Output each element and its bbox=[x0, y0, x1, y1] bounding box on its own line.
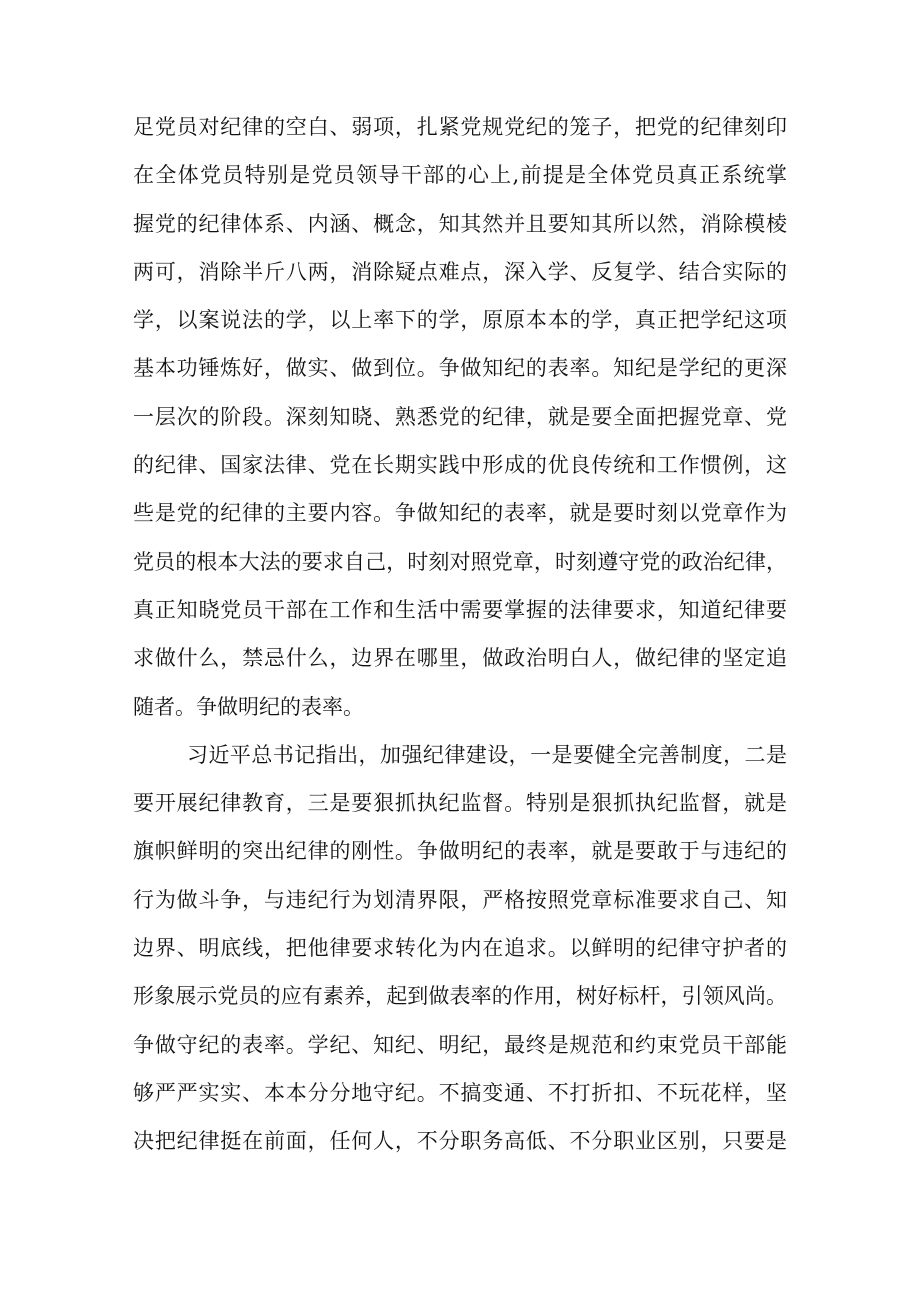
text-line: 足党员对纪律的空白、弱项，扎紧党规党纪的笼子，把党的纪律刻印 bbox=[133, 115, 787, 139]
text-line: 一层次的阶段。深刻知晓、熟悉党的纪律，就是要全面把握党章、党 bbox=[133, 404, 787, 429]
text-line: 真正知晓党员干部在工作和生活中需要掌握的法律要求，知道纪律要 bbox=[133, 597, 787, 622]
text-line: 党员的根本大法的要求自己，时刻对照党章，时刻遵守党的政治纪律， bbox=[133, 549, 787, 574]
text-line: 行为做斗争，与违纪行为划清界限，严格按照党章标准要求自己、知 bbox=[133, 887, 787, 912]
text-line: 两可，消除半斤八两，消除疑点难点，深入学、反复学、结合实际的 bbox=[133, 259, 787, 284]
document-body bbox=[133, 103, 787, 1166]
text-line: 些是党的纪律的主要内容。争做知纪的表率，就是要时刻以党章作为 bbox=[133, 501, 787, 526]
text-line: 要开展纪律教育，三是要狠抓执纪监督。特别是狠抓执纪监督，就是 bbox=[133, 791, 787, 816]
text-line: 随者。争做明纪的表率。 bbox=[133, 694, 364, 719]
paragraph-continued bbox=[133, 103, 787, 731]
text-line: 争做守纪的表率。学纪、知纪、明纪，最终是规范和约束党员干部能 bbox=[133, 1032, 787, 1057]
text-line: 握党的纪律体系、内涵、概念，知其然并且要知其所以然，消除模棱 bbox=[133, 211, 787, 236]
text-line: 的纪律、国家法律、党在长期实践中形成的优良传统和工作惯例，这 bbox=[133, 453, 787, 478]
text-line: 学，以案说法的学，以上率下的学，原原本本的学，真正把学纪这项 bbox=[133, 308, 787, 333]
text-line: 习近平总书记指出，加强纪律建设，一是要健全完善制度，二是 bbox=[187, 742, 787, 767]
text-line: 在全体党员特别是党员领导干部的心上,前提是全体党员真正系统掌 bbox=[133, 163, 787, 188]
text-line: 求做什么，禁忌什么，边界在哪里，做政治明白人，做纪律的坚定追 bbox=[133, 646, 787, 671]
text-line: 旗帜鲜明的突出纪律的刚性。争做明纪的表率，就是要敢于与违纪的 bbox=[133, 839, 787, 864]
text-line: 基本功锤炼好，做实、做到位。争做知纪的表率。知纪是学纪的更深 bbox=[133, 356, 787, 381]
paragraph bbox=[133, 731, 787, 1166]
text-line: 形象展示党员的应有素养，起到做表率的作用，树好标杆，引领风尚。 bbox=[133, 984, 787, 1009]
text-line: 决把纪律挺在前面，任何人，不分职务高低、不分职业区别，只要是 bbox=[133, 1129, 787, 1154]
text-line: 边界、明底线，把他律要求转化为内在追求。以鲜明的纪律守护者的 bbox=[133, 936, 787, 961]
text-line: 够严严实实、本本分分地守纪。不搞变通、不打折扣、不玩花样，坚 bbox=[133, 1080, 787, 1105]
